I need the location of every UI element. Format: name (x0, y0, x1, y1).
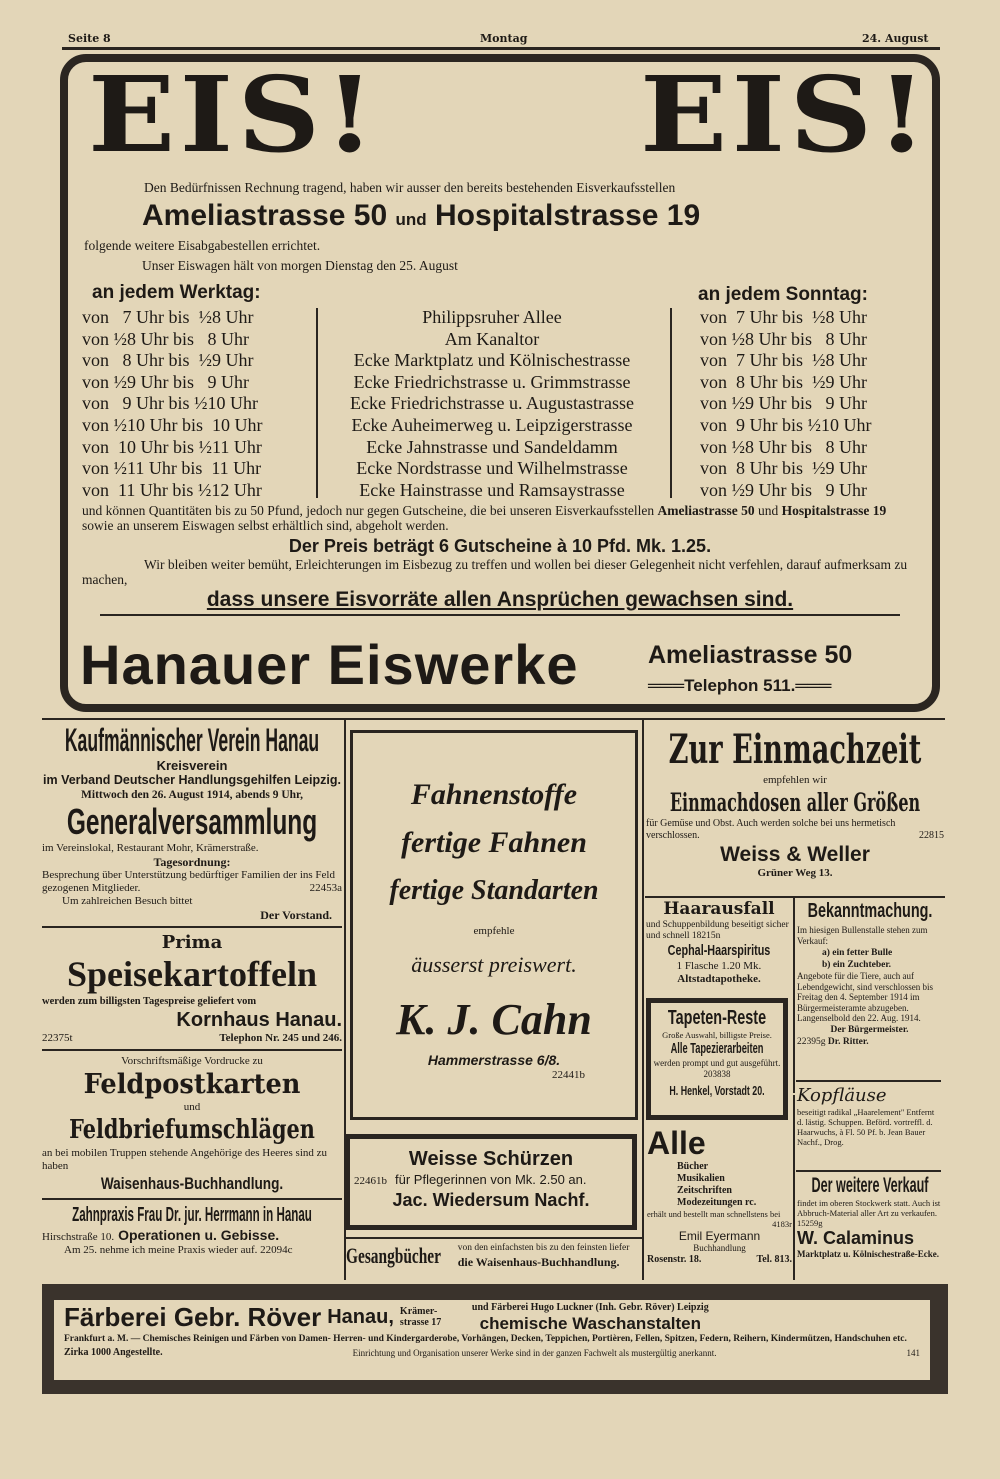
feldpost-title1: Feldpostkarten (83, 1069, 301, 1100)
sunday-time-row: von 8 Uhr bis ½9 Uhr (700, 458, 867, 479)
ad-code: 15259g (797, 1218, 823, 1228)
cahn-l3: fertige Standarten (389, 875, 599, 906)
roever-street: Krämer-strasse 17 (399, 1306, 442, 1328)
column-divider (793, 898, 795, 1093)
address-amelia: Ameliastrasse 50 (142, 199, 388, 232)
divider (345, 1237, 642, 1239)
divider (100, 614, 900, 616)
verkauf-company: W. Calaminus (797, 1228, 915, 1248)
verein-place: im Vereinslokal, Restaurant Mohr, Krämerstraße. (42, 842, 259, 854)
haar-text (646, 920, 792, 942)
sunday-time-row: von ½9 Uhr bis 9 Uhr (700, 393, 867, 414)
weekday-time-row: von ½8 Uhr bis 8 Uhr (82, 328, 249, 349)
verein-sub2: im Verband Deutscher Handlungsgehilfen Leipzig. (43, 773, 341, 787)
tapeten-title2: Alle Tapezierarbeiten (670, 1040, 764, 1057)
verein-title: Kaufmännischer Verein Hanau (64, 722, 320, 758)
line3: Unser Eiswagen hält von morgen Dienstag den 25. August (142, 258, 458, 273)
ad-code: 22815 (919, 830, 944, 841)
para1-and: und (757, 503, 779, 518)
price: Der Preis beträgt 6 Gutscheine à 10 Pfd. Mk. 1.25. (288, 536, 712, 556)
gesang-text2: die Waisenhaus-Buchhandlung. (457, 1255, 620, 1269)
ad-code: 22441b (552, 1069, 585, 1081)
divider (645, 896, 945, 898)
eis-right: EIS! (640, 53, 932, 176)
verkauf-body: findet im oberen Stockwerk statt. Auch ist Abbruch-Material aller Art zu verkaufen. (797, 1198, 941, 1218)
verein-invite: Um zahlreichen Besuch bittet (62, 895, 193, 907)
sunday-time-row: von 7 Uhr bis ½8 Uhr (700, 350, 867, 371)
alle-title: Alle (647, 1125, 706, 1161)
haar-body: und Schuppenbildung beseitigt sicher und schnell (646, 920, 789, 941)
column-divider (793, 1095, 795, 1280)
bekannt-title: Bekanntmachung. (807, 900, 932, 922)
bekannt-text: Im hiesigen Bullenstalle stehen zum Verkauf: (797, 925, 928, 946)
einmach-title: Zur Einmachzeit (668, 726, 922, 773)
verein-ad (42, 722, 342, 922)
cahn-name: K. J. Cahn (396, 995, 592, 1044)
bekannt-b: b) ein Zuchteber. (822, 960, 892, 970)
zahn-note: Am 25. nehme ich meine Praxis wieder auf. (64, 1244, 258, 1256)
zahn-ad (42, 1204, 342, 1257)
tapeten-company: H. Henkel, Vorstadt 20. (669, 1083, 765, 1098)
alle-ad (647, 1126, 792, 1266)
alle-item: Modezeitungen rc. (677, 1197, 757, 1208)
einmach-body: für Gemüse und Obst. Auch werden solche bei uns hermetisch verschlossen. (646, 818, 896, 841)
roever-luckner: und Färberei Hugo Luckner (Inh. Gebr. Röver) Leipzig (471, 1302, 709, 1313)
tapeten-ad (646, 998, 788, 1120)
agenda-text: Besprechung über Unterstützung bedürftiger Familien der ins Feld gezogenen Mitglieder. (42, 869, 335, 894)
kopf-title: Kopfläuse (797, 1085, 887, 1106)
company-name: Hanauer Eiswerke (80, 633, 579, 696)
ad-code: 22375t (42, 1032, 73, 1044)
zahn-title: Zahnpraxis Frau Dr. jur. Herrmann in Hanau (72, 1204, 312, 1226)
header-rule (62, 47, 940, 50)
stop-location-row: Am Kanaltor (444, 328, 540, 349)
kopf-text: beseitigt radikal „Haarelement" Entfernt d. lästig. Schuppen. Beförd. vortreffl. d. Haarwuchs, à Fl. 50 Pf. b. Jean Bauer Nachf., Drog. (797, 1107, 935, 1147)
bekannt-ad (797, 900, 942, 1048)
stop-location-row: Ecke Hainstrasse und Ramsaystrasse (359, 479, 625, 500)
kartoffeln-pre: Prima (161, 932, 223, 953)
roever-city2: Frankfurt a. M. (64, 1334, 129, 1344)
bekannt-sign1: Der Bürgermeister. (830, 1025, 909, 1035)
roever-title: Färberei Gebr. Röver (64, 1302, 322, 1332)
verein-date: Mittwoch den 26. August 1914, abends 9 Uhr, (81, 789, 303, 801)
stop-location-row: Philippsruher Allee (422, 307, 562, 327)
date: 24. August (862, 32, 929, 45)
feldpost-text: an bei mobilen Truppen stehende Angehörige des Heeres sind zu haben (42, 1147, 328, 1172)
column-divider (642, 720, 644, 1280)
haar-seller: Altstadtapotheke. (677, 973, 761, 985)
ad-code: 22453a (309, 882, 342, 894)
cahn-price: äusserst preiswert. (411, 952, 577, 977)
ad-code: 18215n (691, 931, 721, 941)
intro: Den Bedürfnissen Rechnung tragend, haben wir ausser den bereits bestehenden Eisverkaufsstellen (144, 180, 676, 195)
roever-services: Frankfurt a. M. — Chemisches Reinigen und Färben von Damen- Herren- und Kindergarderobe, Vorhängen, Decken, Teppichen, Portièren, Fellen, Spitzen, Federn, Reihern, Kindermützen, Handschuhen etc. (64, 1334, 907, 1344)
roever-waschanstalten: chemische Waschanstalten (479, 1314, 702, 1333)
kartoffeln-phone: Telephon Nr. 245 und 246. (219, 1032, 342, 1044)
stop-location-row: Ecke Auheimerweg u. Leipzigerstrasse (351, 414, 633, 435)
divider (42, 1049, 342, 1051)
alle-items (647, 1161, 792, 1209)
cahn-l1: Fahnenstoffe (410, 778, 578, 811)
phone-line: ═══Telephon 511.═══ (648, 676, 832, 695)
verein-sign: Der Vorstand. (260, 908, 332, 922)
ad-code: 203838 (703, 1069, 731, 1079)
einmach-title2: Einmachdosen aller Größen (669, 788, 921, 817)
verkauf-text (797, 1198, 942, 1228)
kopf-ad (797, 1085, 942, 1147)
divider (796, 1080, 941, 1082)
divider (42, 1198, 342, 1200)
weekday-time-row: von 11 Uhr bis ½12 Uhr (82, 479, 262, 500)
alle-footer (647, 1254, 792, 1266)
verkauf-title: Der weitere Verkauf (811, 1174, 928, 1197)
left-column (42, 722, 342, 1257)
stop-location-row: Ecke Marktplatz und Kölnischestrasse (353, 350, 631, 371)
haar-price: 1 Flasche 1.20 Mk. (676, 960, 762, 972)
phone: Telephon 511. (684, 676, 796, 695)
and: und (395, 210, 427, 229)
gesang-ad (346, 1241, 640, 1271)
einmach-address: Grüner Weg 13. (757, 867, 833, 879)
sunday-time-row: von ½9 Uhr bis 9 Uhr (700, 479, 867, 500)
verein-sub1: Kreisverein (156, 758, 228, 773)
sunday-time-row: von ½8 Uhr bis 8 Uhr (700, 436, 867, 457)
ad-code: 22461b (354, 1175, 387, 1187)
divider (316, 308, 318, 498)
para1-end: sowie an unserem Eiswagen selbst erhältlich sind, abgeholt werden. (82, 518, 449, 533)
weekday-time-row: von 7 Uhr bis ½8 Uhr (82, 307, 254, 327)
eis-left: EIS! (88, 53, 380, 176)
sunday-time-row: von 9 Uhr bis ½10 Uhr (700, 414, 872, 435)
cahn-l2: fertige Fahnen (401, 826, 587, 859)
sunday-times (700, 307, 872, 501)
weekday: Montag (480, 32, 528, 45)
kartoffeln-title: Speisekartoffeln (67, 954, 317, 994)
roever-city: Hanau, (327, 1306, 394, 1328)
tapeten-sub: Große Auswahl, billigste Preise. (662, 1030, 772, 1040)
weekday-times (82, 307, 263, 501)
para1-text: und können Quantitäten bis zu 50 Pfund, jedoch nur gegen Gutscheine, die bei unseren Eisverkaufsstellen (82, 503, 655, 518)
alle-item: Zeitschriften (677, 1185, 732, 1196)
divider (796, 1170, 941, 1172)
weekday-title: an jedem Werktag: (92, 282, 261, 303)
alle-item: Musikalien (677, 1173, 725, 1184)
company-address: Ameliastrasse 50 (648, 641, 853, 669)
verkauf-address: Marktplatz u. Kölnischestraße-Ecke. (797, 1249, 939, 1259)
weekday-time-row: von ½9 Uhr bis 9 Uhr (82, 371, 249, 392)
stop-location-row: Ecke Nordstrasse und Wilhelmstrasse (356, 458, 628, 479)
ad-code: 4183r (772, 1219, 792, 1229)
alle-body: erhält und bestellt man schnellstens bei (647, 1209, 781, 1219)
roever-panel (54, 1300, 930, 1380)
kartoffeln-text: werden zum billigsten Tagespreise geliefert vom (42, 996, 257, 1007)
schuerzen-text: für Pflegerinnen von Mk. 2.50 an. (395, 1172, 587, 1187)
zahn-services: Operationen u. Gebisse. (118, 1227, 280, 1243)
bekannt-place: Langenselbold den 22. Aug. 1914. (797, 1013, 921, 1023)
alle-phone: Tel. 813. (756, 1254, 792, 1265)
weekday-time-row: von 9 Uhr bis ½10 Uhr (82, 393, 258, 414)
weekday-time-row: von 10 Uhr bis ½11 Uhr (82, 436, 262, 457)
stop-location-row: Ecke Jahnstrasse und Sandeldamm (366, 436, 618, 457)
page-number: Seite 8 (68, 32, 111, 45)
stop-locations (322, 307, 662, 501)
verein-agenda (42, 869, 342, 895)
para1-address2: Hospitalstrasse 19 (781, 503, 887, 518)
bekannt-text2: Angebote für die Tiere, auch auf Lebendgewicht, sind verschlossen bis Freitag den 4. September 1914 im Bürgermeisteramte abzugeben. (797, 971, 933, 1013)
verkauf-ad (797, 1174, 942, 1260)
section-rule (42, 718, 945, 720)
kartoffeln-ad (42, 932, 342, 1045)
para2: Wir bleiben weiter bemüht, Erleichterungen im Eisbezug zu treffen und wollen bei dieser Gelegenheit nicht verfehlen, darauf aufmerksam zu machen, (82, 557, 908, 587)
zahn-address: Hirschstraße 10. (42, 1231, 115, 1243)
address-hospital: Hospitalstrasse 19 (435, 199, 701, 232)
feldpost-company: Waisenhaus-Buchhandlung. (100, 1174, 284, 1193)
bekannt-a: a) ein fetter Bulle (822, 948, 893, 958)
haar-ad (646, 899, 792, 986)
haar-product: Cephal-Haarspiritus (667, 942, 771, 959)
feldpost-pre: Vorschriftsmäßige Vordrucke zu (121, 1055, 263, 1067)
kartoffeln-footer (42, 1032, 342, 1045)
verein-agenda-title: Tagesordnung: (153, 855, 231, 869)
tapeten-title: Tapeten-Reste (667, 1007, 767, 1029)
sunday-time-row: von 7 Uhr bis ½8 Uhr (700, 307, 867, 327)
cahn-ad (350, 730, 638, 1120)
addresses-line (142, 198, 700, 238)
ice-details (82, 503, 918, 616)
ad-code: 141 (906, 1348, 920, 1358)
roever-services-text: Chemisches Reinigen und Färben von Damen- Herren- und Kindergarderobe, Vorhängen, Decken, Teppichen, Portièren, Fellen, Spitzen, Federn, Reihern, Kindermützen, Handschuhen etc. (142, 1334, 907, 1344)
bekannt-sign2: Dr. Ritter. (827, 1037, 869, 1047)
roever-staff: Zirka 1000 Angestellte. (64, 1347, 163, 1358)
alle-text (647, 1209, 792, 1229)
para1 (82, 503, 918, 533)
schuerzen-company: Jac. Wiedersum Nachf. (392, 1190, 590, 1210)
tapeten-text (653, 1058, 781, 1080)
alle-item: Bücher (677, 1161, 709, 1172)
feldpost-title2: Feldbriefumschlägen (69, 1115, 315, 1145)
weekday-time-row: von 8 Uhr bis ½9 Uhr (82, 350, 254, 371)
line2: folgende weitere Eisabgabestellen errichtet. (84, 238, 321, 253)
einmach-company: Weiss & Weller (720, 843, 870, 866)
stop-location-row: Ecke Friedrichstrasse u. Augustastrasse (350, 393, 634, 414)
gesang-text1: von den einfachsten bis zu den feinsten liefer (457, 1243, 630, 1253)
weekday-time-row: von ½11 Uhr bis 11 Uhr (82, 458, 262, 479)
einmach-text (646, 818, 944, 842)
ad-code: 22094c (260, 1244, 293, 1256)
gesang-title: Gesangbücher (346, 1243, 441, 1268)
einmach-rec: empfehlen wir (763, 774, 827, 786)
sunday-title: an jedem Sonntag: (698, 284, 868, 305)
alle-sub: Buchhandlung (693, 1243, 746, 1253)
einmach-ad (646, 726, 944, 880)
para1-address: Ameliastrasse 50 (657, 503, 755, 518)
cahn-rec: empfehle (473, 925, 515, 937)
sunday-time-row: von ½8 Uhr bis 8 Uhr (700, 328, 867, 349)
haar-title: Haarausfall (663, 899, 775, 919)
slogan: dass unsere Eisvorräte allen Ansprüchen gewachsen sind. (206, 588, 794, 611)
stop-location-row: Ecke Friedrichstrasse u. Grimmstrasse (353, 371, 631, 392)
divider (42, 926, 342, 928)
tapeten-body: werden prompt und gut ausgeführt. (653, 1058, 781, 1068)
ad-code: 22395g (797, 1037, 826, 1047)
alle-address: Rosenstr. 18. (647, 1254, 702, 1265)
divider (670, 308, 672, 498)
verein-event: Generalversammlung (66, 801, 318, 842)
alle-company: Emil Eyermann (678, 1229, 761, 1243)
sunday-time-row: von 8 Uhr bis ½9 Uhr (700, 371, 867, 392)
feldpost-und: und (183, 1101, 201, 1113)
schuerzen-title: Weisse Schürzen (408, 1148, 574, 1170)
schuerzen-ad (345, 1134, 637, 1230)
kartoffeln-company: Kornhaus Hanau. (176, 1009, 342, 1031)
feldpost-ad (42, 1055, 342, 1194)
weekday-time-row: von ½10 Uhr bis 10 Uhr (82, 414, 263, 435)
cahn-address: Hammerstrasse 6/8. (427, 1052, 561, 1068)
roever-note: Einrichtung und Organisation unserer Werke sind in der ganzen Fachwelt als mustergültig anerkannt. (352, 1348, 717, 1358)
